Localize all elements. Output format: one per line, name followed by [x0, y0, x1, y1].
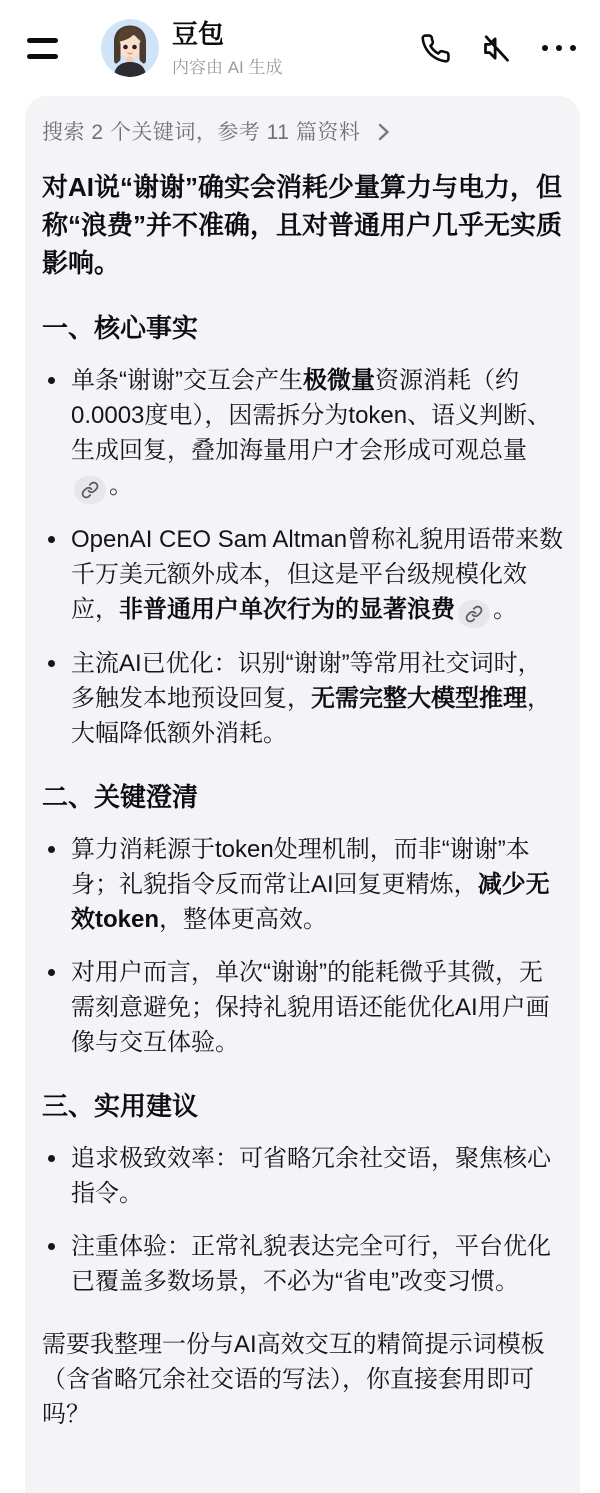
answer-summary-paragraph: 对AI说“谢谢”确实会消耗少量算力与电力，但称“浪费”并不准确，且对普通用户几乎无实质影响。 [42, 172, 563, 278]
header-actions [420, 32, 576, 65]
avatar-illustration [101, 19, 159, 77]
bullet-dot [48, 832, 71, 937]
chevron-right-icon [376, 120, 391, 144]
bullet-item [42, 646, 564, 751]
bullet-text [71, 955, 564, 1060]
bullet-text [71, 363, 564, 504]
bullet-item [42, 1141, 564, 1211]
body-text: 单条“谢谢”交互会产生 [71, 367, 303, 394]
reference-link-pill[interactable] [458, 600, 490, 628]
bullet-dot [48, 522, 71, 628]
ai-generated-disclaimer: 内容由 AI 生成 [172, 57, 283, 77]
speaker-muted-icon [480, 32, 513, 65]
ai-message-bubble [25, 96, 580, 1493]
bullet-item [42, 1229, 564, 1299]
body-text: ，整体更高效。 [159, 906, 328, 933]
body-text: 资源消耗（约0.0003度电），因需拆分为token、语义判断、生成回复，叠加海量用户才会形成可观总量 [71, 367, 552, 464]
doubao-avatar[interactable] [101, 19, 159, 77]
bullet-item [42, 363, 564, 504]
link-icon [465, 605, 483, 623]
more-ellipsis-icon [542, 45, 576, 51]
bullet-text [71, 832, 564, 937]
phone-icon [420, 33, 451, 64]
body-text: 。 [109, 472, 133, 499]
body-text: 主流AI已优化：识别“谢谢”等常用社交词时，多触发本地预设回复， [71, 650, 542, 712]
top-bar [0, 0, 600, 96]
emphasis-text: 极微量 [302, 367, 375, 394]
follow-up-question: 需要我整理一份与AI高效交互的精简提示词模板（含省略冗余社交语的写法），你直接套用即可吗？ [42, 1331, 545, 1428]
bullet-text [71, 1141, 564, 1211]
bullet-dot [48, 1229, 71, 1299]
message-sections [42, 308, 564, 1299]
hamburger-menu-icon[interactable] [27, 38, 58, 59]
search-references-row[interactable] [42, 114, 564, 148]
bullet-item [42, 522, 564, 628]
body-text: OpenAI CEO Sam Altman曾称礼貌用语带来数千万美元额外成本，但这是平台级规模化效应， [71, 526, 564, 623]
body-text: 对用户而言，单次“谢谢”的能耗微乎其微，无需刻意避免；保持礼貌用语还能优化AI用户画像与交互体验。 [71, 959, 550, 1056]
reference-link-pill[interactable] [74, 476, 106, 504]
bullet-text [71, 1229, 564, 1299]
bullet-dot [48, 363, 71, 504]
section-heading: 一、核心事实 [42, 313, 199, 343]
bullet-dot [48, 646, 71, 751]
emphasis-text: 非普通用户单次行为的显著浪费 [119, 596, 455, 623]
emphasis-text: 无需完整大模型推理 [311, 685, 527, 712]
search-summary-text: 搜索 2 个关键词，参考 11 篇资料 [42, 121, 361, 144]
more-options-button[interactable] [542, 45, 576, 51]
body-text: 。 [493, 596, 517, 623]
bullet-dot [48, 1141, 71, 1211]
bullet-dot [48, 955, 71, 1060]
bullet-text [71, 522, 564, 628]
body-text: 算力消耗源于token处理机制，而非“谢谢”本身；礼貌指令反而常让AI回复更精炼， [71, 836, 530, 898]
emphasis-text: 减少无效token [71, 871, 550, 933]
phone-call-button[interactable] [420, 33, 451, 64]
link-icon [81, 481, 99, 499]
bullet-text [71, 646, 564, 751]
body-text: ，大幅降低额外消耗。 [71, 685, 551, 747]
section-heading: 三、实用建议 [42, 1091, 199, 1121]
section-heading: 二、关键澄清 [42, 782, 199, 812]
body-text: 追求极致效率：可省略冗余社交语，聚焦核心指令。 [71, 1145, 551, 1207]
body-text: 注重体验：正常礼貌表达完全可行，平台优化已覆盖多数场景，不必为“省电”改变习惯。 [71, 1233, 551, 1295]
mute-toggle-button[interactable] [480, 32, 513, 65]
bullet-item [42, 955, 564, 1060]
header-info [172, 19, 420, 78]
app-title: 豆包 [172, 18, 225, 49]
bullet-item [42, 832, 564, 937]
